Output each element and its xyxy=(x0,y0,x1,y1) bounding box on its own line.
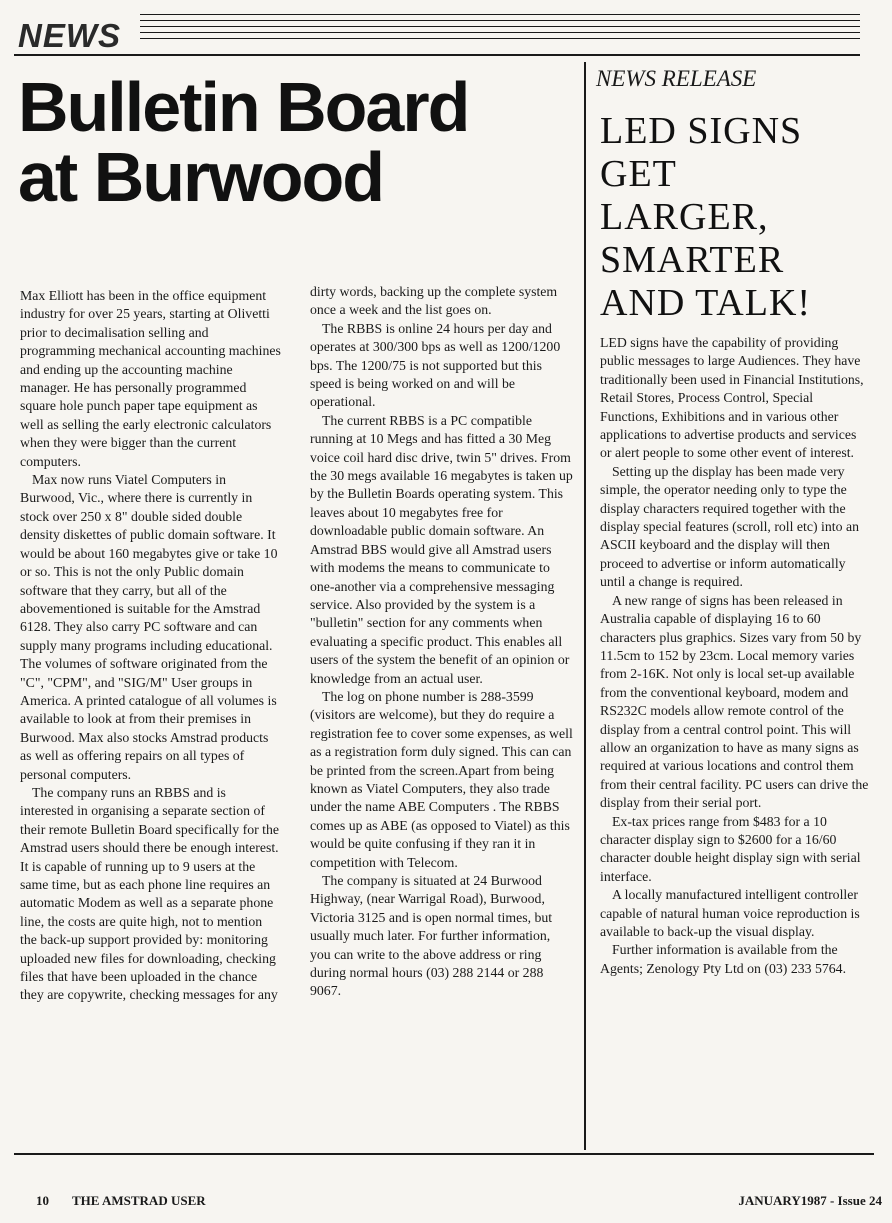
news-release-paragraph: A locally manufactured intelligent controller capable of natural human voice reproduction is available to back-up the visual display. xyxy=(600,887,860,939)
article-column-middle xyxy=(310,283,574,1001)
top-rule-thin-1 xyxy=(140,14,860,15)
section-label: NEWS xyxy=(18,17,121,54)
news-release-paragraph: Further information is available from the Agents; Zenology Pty Ltd on (03) 233 5764. xyxy=(600,942,847,976)
bottom-rule xyxy=(14,1153,874,1155)
news-release-headline-line: AND TALK! xyxy=(600,282,812,324)
article-paragraph: The current RBBS is a PC compatible running at 10 Megs and has fitted a 30 Meg voice coil hard disc drive, twin 5" drives. From the 30 megs available 16 megabytes is taken up by the Bulletin Boards operating system. This leaves about 10 megabytes free for downloadable public domain software. An Amstrad BBS would give all Amstrad users with modems the means to communicate to one-another via a comprehensive messaging service. Also provided by the system is a "bulletin" section for any comments when evaluating a specific product. This enables all users of the system the benefit of an opinion or knowledge from an actual user. xyxy=(310,412,573,686)
column-divider xyxy=(584,62,586,1150)
news-release-paragraph: Setting up the display has been made very simple, the operator needing only to type the display characters required together with the display special features (scroll, roll etc) into an ASCII keyboard and the display will then proceed to advertise or inform automatically until a change is required. xyxy=(600,463,859,590)
publication-name: THE AMSTRAD USER xyxy=(72,1193,206,1208)
article-paragraph: Max now runs Viatel Computers in Burwood, Vic., where there is currently in stock over 250 x 8" double sided double density diskettes of public domain software. It would be about 160 megabytes give or take 10 or so. This is not the only Public domain software that they carry, but all of the abovementioned is suitable for the Amstrad 6128. They also carry PC software and can supply many programs including educational. The volumes of software originated from the "C", "CPM", and "SIG/M" User groups in America. A printed catalogue of all volumes is available to look at from their premises in Burwood. Max also stocks Amstrad products as well as offering repairs on all types of personal computers. xyxy=(20,472,278,782)
page-title-line-1: Bulletin Board xyxy=(18,68,469,146)
header-rule xyxy=(14,54,860,56)
article-paragraph: The RBBS is online 24 hours per day and operates at 300/300 bps as well as 1200/1200 bps. The 1200/75 is not supported but this speed is being worked on and will be operational. xyxy=(310,320,561,410)
top-rule-thin-2 xyxy=(140,20,860,21)
news-release-headline-line: LARGER, xyxy=(600,196,769,238)
news-release-body xyxy=(600,334,870,978)
news-release-paragraph: LED signs have the capability of providing public messages to large Audiences. They have traditionally been used in Financial Institutions, Retail Stores, Process Control, Special Functions, Exhibitions and in various other applications to advertise products and services or alert people to some other event of interest. xyxy=(600,335,864,461)
page-title xyxy=(18,68,578,216)
article-paragraph: The company runs an RBBS and is interested in organising a separate section of their remote Bulletin Board specifically for the Amstrad users should there be enough interest. It is capable of running up to 9 users at the same time, but as each phone line requires an automatic Modem as well as a separate phone line, the costs are quite high, not to mention the back-up support provided by: monitoring uploaded new files for downloading, checking files that have been uploaded in the chance they are copywrite, checking messages for any xyxy=(20,784,279,1003)
news-release-headline-line: LED SIGNS xyxy=(600,110,803,152)
news-release-headline-line: SMARTER xyxy=(600,239,785,281)
article-paragraph: Max Elliott has been in the office equipment industry for over 25 years, starting at Olivetti prior to decimalisation selling and programming mechanical accounting machines and ending up the accounting machine manager. He has personally programmed square hole punch paper tape equipment as well as selling the early electronic calculators when they were bigger than the current computers. xyxy=(20,288,281,469)
top-rule-thin-4 xyxy=(140,32,860,33)
page-number: 10 xyxy=(36,1193,49,1208)
article-paragraph: dirty words, backing up the complete system once a week and the list goes on. xyxy=(310,284,558,318)
top-rule-thin-5 xyxy=(140,38,860,39)
news-release-headline-line: GET xyxy=(600,153,677,195)
news-release-paragraph: Ex-tax prices range from $483 for a 10 character display sign to $2600 for a 16/60 character double height display sign with serial interface. xyxy=(600,813,861,884)
news-release-kicker: NEWS RELEASE xyxy=(596,66,757,91)
issue-label: JANUARY1987 - Issue 24 xyxy=(738,1193,882,1208)
page-title-line-2: at Burwood xyxy=(18,138,383,216)
news-release-paragraph: A new range of signs has been released in Australia capable of displaying 16 to 60 characters plus graphics. Sizes vary from 50 by 11.5cm to 152 by 23cm. Local memory varies from 2-16K. Not only is local set-up available from the conventional keyboard, modem and RS232C models allow remote control of the display from a central control point. This will allow an organization to have as many signs as required at various locations and control them from their central facility. PC users can drive the display from their serial port. xyxy=(600,592,869,811)
article-paragraph: The company is situated at 24 Burwood Highway, (near Warrigal Road), Burwood, Victoria 3125 and is open normal times, but usually much later. For further information, you can write to the above address or ring during normal hours (03) 288 2144 or 288 9067. xyxy=(310,873,553,999)
article-paragraph: The log on phone number is 288-3599 (visitors are welcome), but they do require a registration fee to cover some expenses, as well as a registration form duly signed. This can can be printed from the screen.Apart from being known as Viatel Computers, they also trade under the name ABE Computers . The RBBS comes up as ABE (as opposed to Viatel) as this would be quite confusing if they ran it in competition with Telecom. xyxy=(310,688,573,870)
news-release-headline xyxy=(600,110,870,325)
top-rule-thin-3 xyxy=(140,26,860,27)
article-column-left xyxy=(20,287,282,1005)
